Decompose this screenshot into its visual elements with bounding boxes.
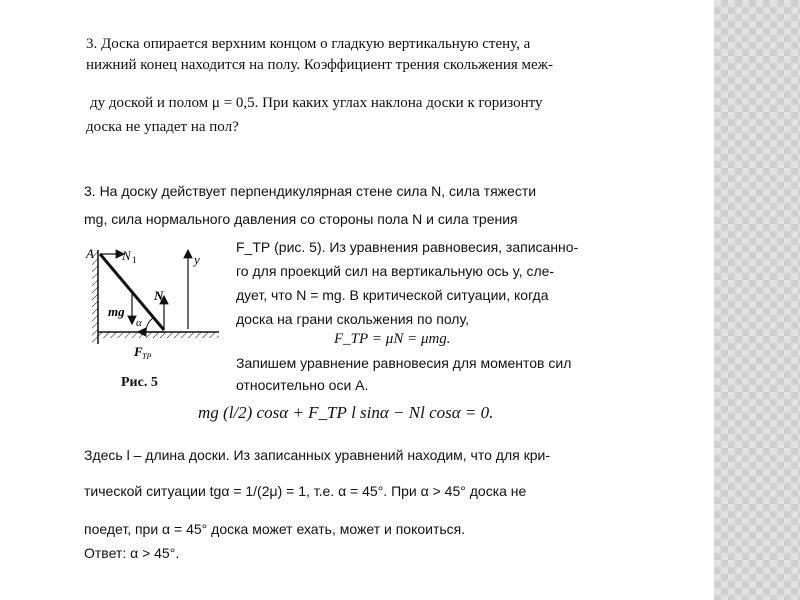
friction-equation: F_ТР = μN = μmg. bbox=[334, 331, 451, 347]
problem-line-4: доска не упадет на пол? bbox=[86, 119, 239, 135]
solution-line-1: 3. На доску действует перпендикулярная стене сила N, сила тяжести bbox=[84, 183, 537, 199]
figure-caption: Рис. 5 bbox=[121, 375, 158, 390]
solution-line-6: доска на грани скольжения по полу, bbox=[236, 311, 469, 327]
angle-arc bbox=[146, 318, 153, 332]
label-ftr: F bbox=[134, 344, 143, 359]
label-mg: mg bbox=[108, 304, 125, 319]
label-a: A bbox=[86, 246, 94, 261]
solution-line-12: тической ситуации tgα = 1/(2μ) = 1, т.е. α = 45°. При α > 45° доска не bbox=[84, 483, 527, 499]
label-alpha: α bbox=[136, 317, 142, 329]
wall-hatch bbox=[92, 250, 98, 344]
solution-line-8: Запишем уравнение равновесия для моментов сил bbox=[236, 355, 572, 371]
figure-5-diagram bbox=[84, 244, 224, 369]
solution-line-9: относительно оси A. bbox=[236, 377, 369, 393]
solution-line-11: Здесь l – длина доски. Из записанных уравнений находим, что для кри- bbox=[84, 447, 550, 463]
problem-line-1: 3. Доска опирается верхним концом о гладкую вертикальную стену, а bbox=[86, 36, 531, 52]
solution-line-13: поедет, при α = 45° доска может ехать, может и покоиться. bbox=[84, 521, 466, 537]
solution-line-2: mg, сила нормального давления со стороны пола N и сила трения bbox=[84, 211, 518, 227]
label-n: N bbox=[154, 288, 164, 303]
solution-line-4: го для проекций сил на вертикальную ось y, сле- bbox=[236, 263, 555, 279]
problem-line-3: ду доской и полом μ = 0,5. При каких углах наклона доски к горизонту bbox=[90, 95, 543, 111]
problem-line-2: нижний конец находится на полу. Коэффициент трения скольжения меж- bbox=[86, 57, 554, 73]
decorative-border bbox=[714, 0, 800, 600]
label-n1-sub: 1 bbox=[132, 255, 137, 265]
label-y: y bbox=[194, 252, 200, 267]
moment-equation: mg (l/2) cosα + F_ТР l sinα − Nl cosα = 0. bbox=[198, 403, 494, 422]
solution-line-5: дует, что N = mg. В критической ситуации, когда bbox=[236, 287, 549, 303]
label-ftr-sub: ТР bbox=[142, 352, 152, 361]
label-n1: N bbox=[122, 248, 131, 263]
floor-hatch bbox=[98, 332, 219, 338]
answer-line: Ответ: α > 45°. bbox=[84, 545, 180, 561]
solution-line-3: F_ТР (рис. 5). Из уравнения равновесия, записанно- bbox=[236, 239, 579, 255]
